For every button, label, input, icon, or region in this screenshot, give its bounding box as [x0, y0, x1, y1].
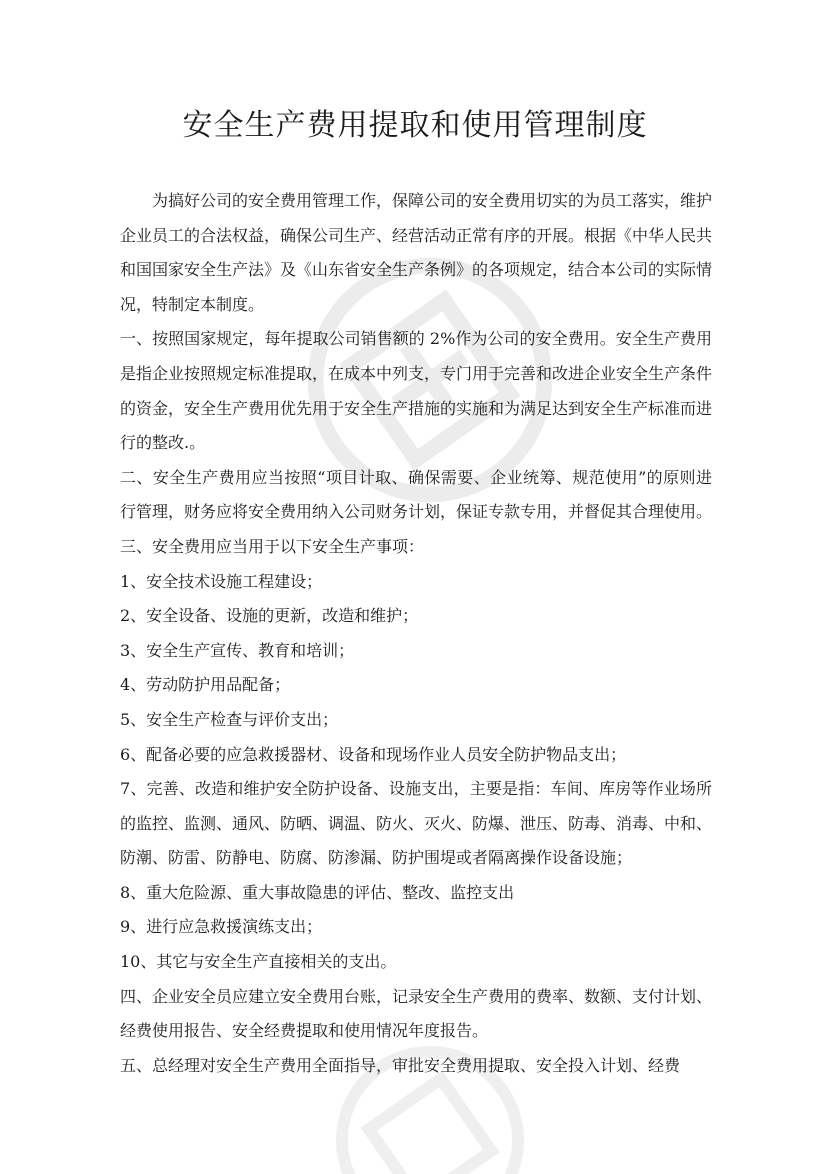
list-item: 1、安全技术设施工程建设；	[120, 571, 323, 591]
list-item: 7、完善、改造和维护安全防护设备、设施支出，主要是指：车间、库房等作业场所的监控、监测、通风、防晒、调温、防火、灭火、防爆、泄压、防毒、消毒、中和、防潮、防雷、防静电、防腐、防渗漏、防护围堤或者隔离操作设备设施；	[120, 779, 713, 868]
list-item: 2、安全设备、设施的更新，改造和维护；	[120, 606, 419, 626]
document-body	[120, 184, 712, 1083]
list-item: 3、安全生产宣传、教育和培训；	[120, 640, 355, 660]
list-item: 8、重大危险源、重大事故隐患的评估、整改、监控支出	[120, 882, 515, 902]
list-item: 10、其它与安全生产直接相关的支出。	[120, 952, 397, 972]
list-item: 6、配备必要的应急救援器材、设备和现场作业人员安全防护物品支出；	[120, 744, 627, 764]
paragraph-section-5: 五、总经理对安全生产费用全面指导，审批安全费用提取、安全投入计划、经费	[120, 1055, 681, 1075]
list-item: 5、安全生产检查与评价支出；	[120, 709, 339, 729]
paragraph-section-2: 二、安全生产费用应当按照“项目计取、确保需要、企业统筹、规范使用”的原则进行管理，财务应将安全费用纳入公司财务计划，保证专款专用，并督促其合理使用。	[120, 467, 713, 522]
list-item: 9、进行应急救援演练支出；	[120, 917, 323, 937]
paragraph-intro: 为搞好公司的安全费用管理工作，保障公司的安全费用切实的为员工落实，维护企业员工的合法权益，确保公司生产、经营活动正常有序的开展。根据《中华人民共和国国家安全生产法》及《山东省安全生产条例》的各项规定，结合本公司的实际情况，特制定本制度。	[120, 191, 713, 314]
list-item: 4、劳动防护用品配备；	[120, 675, 291, 695]
paragraph-section-4: 四、企业安全员应建立安全费用台账，记录安全生产费用的费率、数额、支付计划、经费使用报告、安全经费提取和使用情况年度报告。	[120, 986, 713, 1041]
paragraph-section-3: 三、安全费用应当用于以下安全生产事项：	[120, 536, 425, 556]
paragraph-section-1: 一、按照国家规定，每年提取公司销售额的 2%作为公司的安全费用。安全生产费用是指企业按照规定标准提取，在成本中列支，专门用于完善和改进企业安全生产条件的资金，安全生产费用优先用于安全生产措施的实施和为满足达到安全生产标准而进行的整改.。	[120, 329, 713, 453]
document-title: 安全生产费用提取和使用管理制度	[182, 108, 648, 143]
